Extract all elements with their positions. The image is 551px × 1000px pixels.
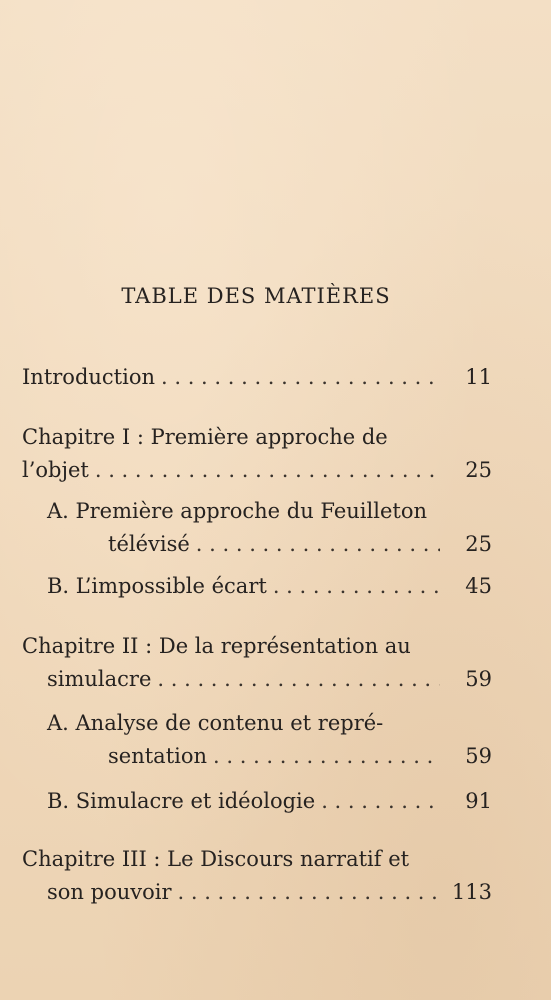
toc-entry-chapter-3[interactable] [47, 877, 492, 907]
entry-label: B. L’impossible écart [47, 574, 267, 598]
toc-entry-chapter-2-a[interactable] [108, 741, 492, 771]
entry-page-number: 59 [465, 744, 492, 768]
toc-entry-chapter-1-a[interactable] [108, 529, 492, 559]
dot-leader [273, 571, 440, 601]
entry-page-number: 113 [451, 880, 492, 904]
entry-page-number: 25 [465, 458, 492, 482]
entry-label: B. Simulacre et idéologie [47, 789, 316, 813]
dot-leader [321, 786, 440, 816]
page-title: TABLE DES MATIÈRES [121, 284, 391, 308]
entry-page-number: 45 [465, 574, 492, 598]
toc-entry-introduction[interactable] [22, 362, 492, 392]
dot-leader [178, 877, 441, 907]
entry-page-number: 25 [465, 532, 492, 556]
dot-leader [213, 741, 440, 771]
toc-entry-chapter-1-b[interactable] [47, 571, 492, 601]
entry-label: son pouvoir [47, 880, 172, 904]
entry-label: simulacre [47, 667, 152, 691]
toc-entry-chapter-1-a-line1: A. Première approche du Feuilleton [47, 499, 427, 523]
toc-entry-chapter-2-b[interactable] [47, 786, 492, 816]
entry-label: télévisé [108, 532, 190, 556]
dot-leader [196, 529, 440, 559]
entry-page-number: 59 [465, 667, 492, 691]
toc-entry-chapter-2-line1: Chapitre II : De la représentation au [22, 634, 411, 658]
entry-label: sentation [108, 744, 208, 768]
dot-leader [95, 455, 440, 485]
toc-entry-chapter-2-a-line1: A. Analyse de contenu et repré- [47, 711, 384, 735]
toc-entry-chapter-2[interactable] [47, 664, 492, 694]
entry-label: Introduction [22, 365, 155, 389]
entry-page-number: 11 [465, 365, 492, 389]
dot-leader [157, 664, 440, 694]
entry-page-number: 91 [465, 789, 492, 813]
toc-entry-chapter-1[interactable] [22, 455, 492, 485]
entry-label: l’objet [22, 458, 89, 482]
toc-entry-chapter-1-line1: Chapitre I : Première approche de [22, 425, 388, 449]
dot-leader [161, 362, 440, 392]
toc-entry-chapter-3-line1: Chapitre III : Le Discours narratif et [22, 847, 410, 871]
